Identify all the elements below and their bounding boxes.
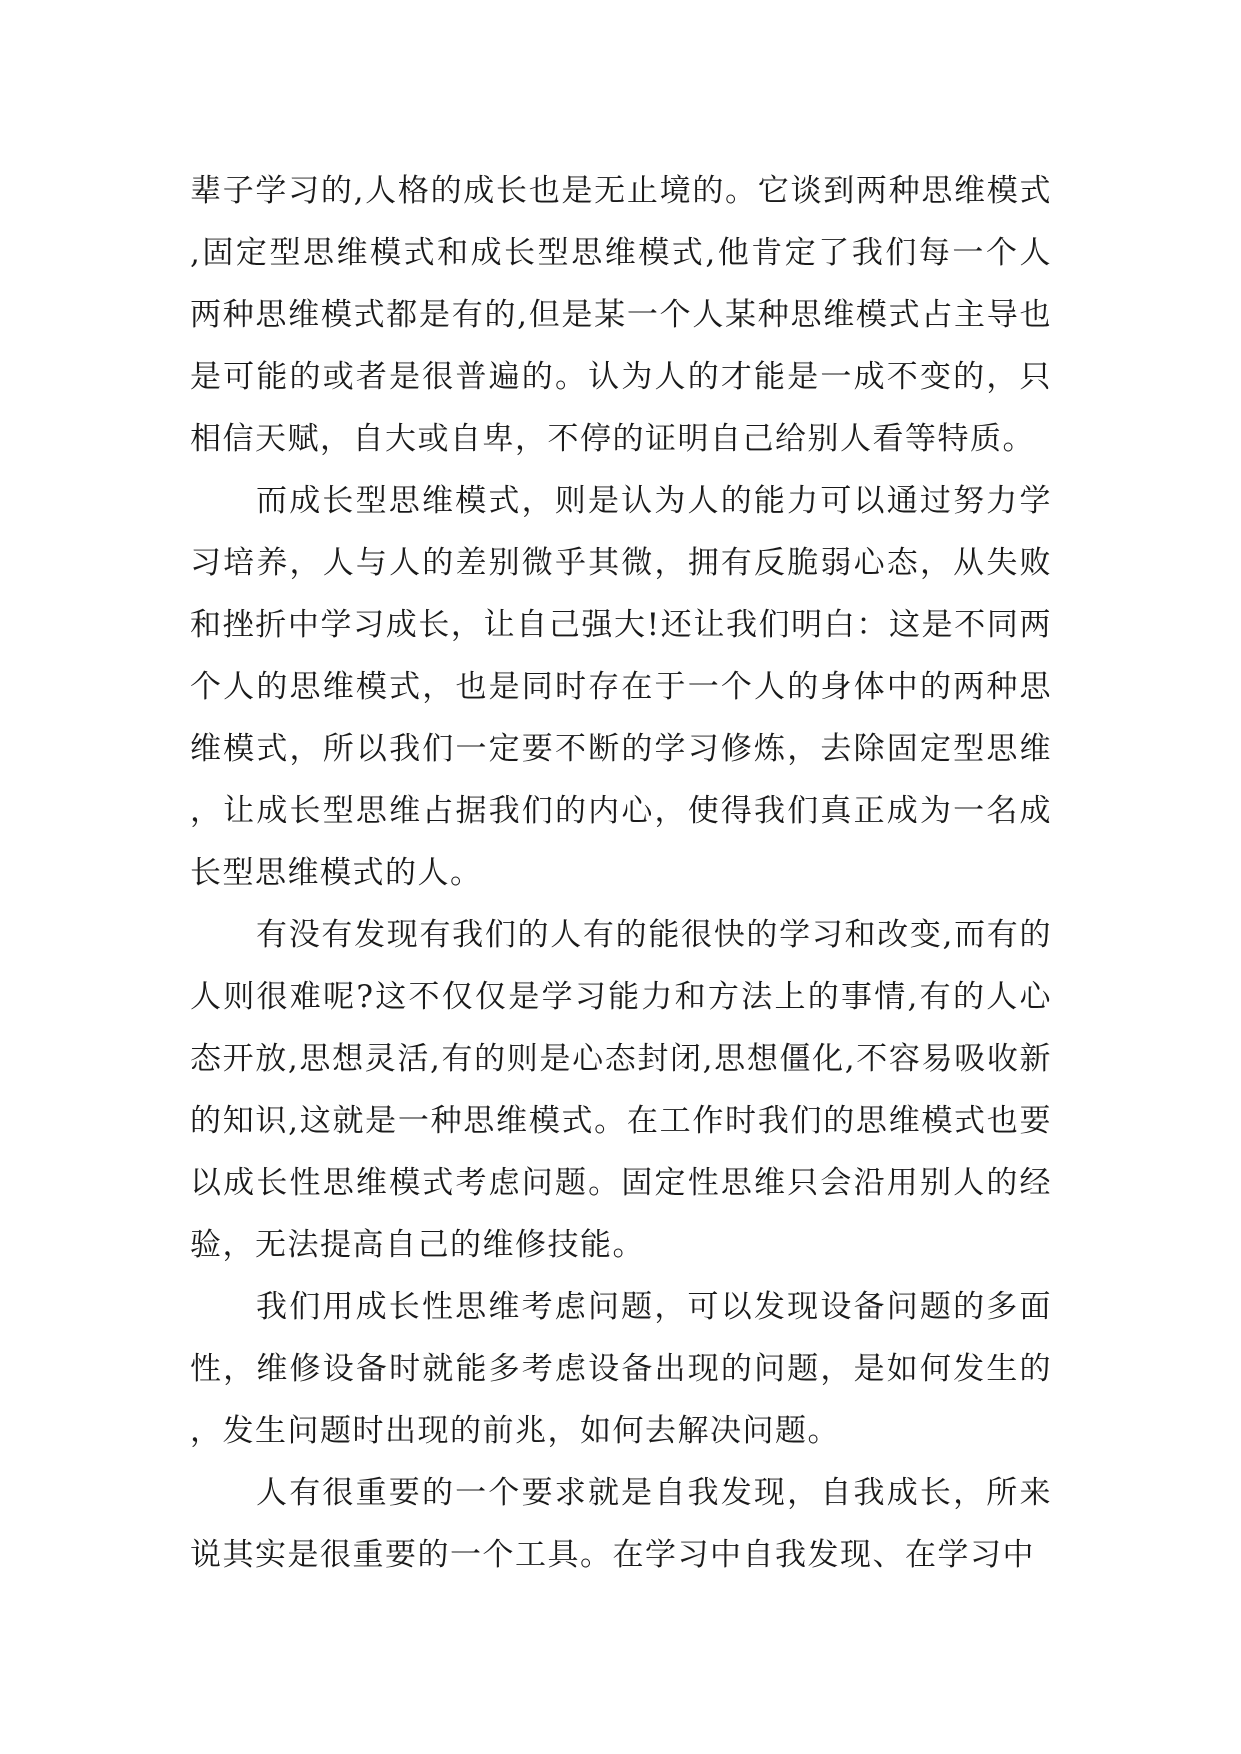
paragraph-4: 我们用成长性思维考虑问题，可以发现设备问题的多面性，维修设备时就能多考虑设备出现的问题，是如何发生的，发生问题时出现的前兆，如何去解决问题。 — [190, 1289, 1052, 1449]
paragraph-3: 有没有发现有我们的人有的能很快的学习和改变,而有的人则很难呢?这不仅仅是学习能力和方法上的事情,有的人心态开放,思想灵活,有的则是心态封闭,思想僵化,不容易吸收新的知识,这就是一种思维模式。在工作时我们的思维模式也要以成长性思维模式考虑问题。固定性思维只会沿用别人的经验，无法提高自己的维修技能。 — [190, 917, 1052, 1263]
paragraph-1: 辈子学习的,人格的成长也是无止境的。它谈到两种思维模式,固定型思维模式和成长型思维模式,他肯定了我们每一个人两种思维模式都是有的,但是某一个人某种思维模式占主导也是可能的或者是很普遍的。认为人的才能是一成不变的，只相信天赋，自大或自卑，不停的证明自己给别人看等特质。 — [190, 173, 1052, 457]
paragraph-5: 人有很重要的一个要求就是自我发现，自我成长，所来说其实是很重要的一个工具。在学习中自我发现、在学习中 — [190, 1475, 1052, 1573]
document-body — [190, 160, 1052, 1586]
paragraph-2: 而成长型思维模式，则是认为人的能力可以通过努力学习培养，人与人的差别微乎其微，拥有反脆弱心态，从失败和挫折中学习成长，让自己强大!还让我们明白：这是不同两个人的思维模式，也是同时存在于一个人的身体中的两种思维模式，所以我们一定要不断的学习修炼，去除固定型思维，让成长型思维占据我们的内心，使得我们真正成为一名成长型思维模式的人。 — [190, 483, 1052, 891]
